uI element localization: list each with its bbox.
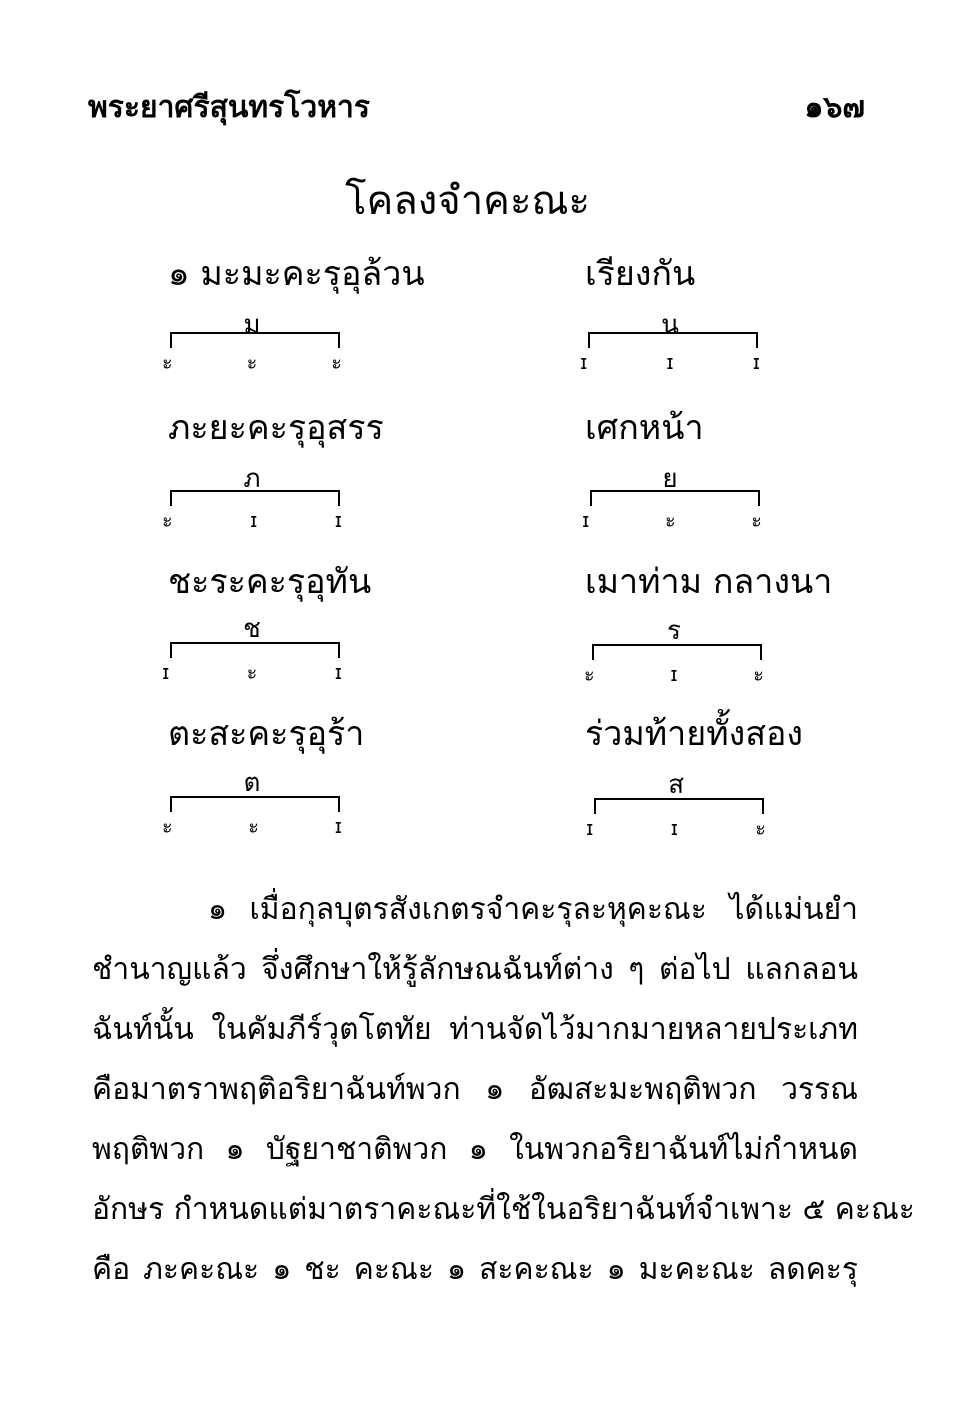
page-number: ๑๖๗ — [804, 90, 865, 125]
verse-line-3-left: ชะระคะรุอุทัน — [168, 562, 372, 602]
prosody-mark: ะ — [331, 350, 342, 374]
paragraph-line: พฤติพวก ๑ บัฐยาชาติพวก ๑ ในพวกอริยาฉันท์ไม่กำหนด — [92, 1132, 858, 1167]
paragraph-line: คือ ภะคะณะ ๑ ชะ คะณะ ๑ สะคะณะ ๑ มะคะณะ ลดคะรุ — [92, 1252, 858, 1287]
prosody-mark: ɪ — [586, 816, 594, 840]
gana-bracket — [592, 644, 762, 660]
prosody-mark: ะ — [755, 816, 766, 840]
paragraph-line: คือมาตราพฤติอริยาฉันท์พวก ๑ อัฒสะมะพฤติพวก วรรณ — [92, 1072, 858, 1107]
verse-line-2-left: ภะยะคะรุอุสรร — [168, 408, 384, 448]
paragraph-line: อักษร กำหนดแต่มาตราคะณะที่ใช้ในอริยาฉันท์จำเพาะ ๕ คะณะ — [92, 1192, 915, 1227]
gana-bracket — [594, 798, 764, 814]
prosody-mark: ะ — [753, 662, 764, 686]
prosody-marks — [584, 664, 764, 684]
gana-letter: ส — [668, 770, 684, 800]
prosody-marks — [162, 662, 342, 682]
prosody-mark: ɪ — [752, 350, 760, 374]
gana-bracket — [590, 490, 760, 506]
prosody-mark: ɪ — [162, 660, 170, 684]
running-header-title: พระยาศรีสุนทรโวหาร — [88, 90, 370, 125]
verse-line-4-left: ตะสะคะรุอุร้า — [168, 714, 365, 754]
gana-letter: ม — [243, 310, 261, 340]
gana-bracket — [170, 642, 340, 658]
prosody-mark: ะ — [751, 508, 762, 532]
prosody-mark: ะ — [162, 350, 173, 374]
verse-line-1-right: เรียงกัน — [585, 254, 696, 294]
prosody-marks — [582, 510, 762, 530]
verse-line-3-right: เมาท่าม กลางนา — [585, 562, 833, 602]
gana-bracket — [588, 332, 758, 348]
prosody-mark: ะ — [246, 350, 258, 374]
body-paragraph — [92, 880, 915, 1300]
gana-letter: ช — [243, 614, 261, 644]
gana-letter: น — [661, 310, 679, 340]
prosody-mark: ɪ — [666, 350, 674, 374]
prosody-marks — [162, 352, 342, 372]
gana-bracket — [170, 796, 340, 812]
prosody-mark: ɪ — [334, 814, 342, 838]
verse-line-4-right: ร่วมท้ายทั้งสอง — [585, 714, 803, 754]
prosody-marks — [162, 816, 342, 836]
prosody-mark: ะ — [162, 508, 173, 532]
prosody-mark: ะ — [246, 660, 258, 684]
gana-bracket — [170, 490, 340, 506]
paragraph-line: ฉันท์นั้น ในคัมภีร์วุตโตทัย ท่านจัดไว้มากมายหลายประเภท — [92, 1012, 858, 1047]
gana-bracket — [170, 332, 340, 348]
prosody-mark: ɪ — [670, 662, 678, 686]
prosody-mark: ɪ — [582, 508, 590, 532]
prosody-marks — [580, 352, 760, 372]
verse-title: โคลงจำคะณะ — [345, 178, 591, 224]
prosody-mark: ɪ — [670, 816, 679, 840]
prosody-mark: ะ — [584, 662, 595, 686]
gana-letter: ต — [243, 768, 261, 798]
prosody-mark: ะ — [162, 814, 173, 838]
prosody-mark: ะ — [248, 814, 260, 838]
prosody-mark: ɪ — [580, 350, 588, 374]
paragraph-line: ๑ เมื่อกุลบุตรสังเกตรจำคะรุละหุคะณะ ได้แม่นยำ — [208, 892, 858, 927]
gana-letter: ภ — [243, 464, 261, 494]
gana-letter: ย — [662, 464, 678, 494]
prosody-mark: ɪ — [334, 660, 342, 684]
prosody-mark: ะ — [664, 508, 676, 532]
paragraph-line: ชำนาญแล้ว จึ่งศึกษาให้รู้ลักษณฉันท์ต่าง ๆ ต่อไป แลกลอน — [92, 952, 858, 987]
prosody-marks — [586, 818, 766, 838]
prosody-marks — [162, 510, 342, 530]
prosody-mark: ɪ — [334, 508, 342, 532]
prosody-mark: ɪ — [249, 508, 258, 532]
verse-line-1-left: ๑ มะมะคะรุอุล้วน — [168, 254, 425, 294]
gana-letter: ร — [667, 616, 681, 646]
verse-line-2-right: เศกหน้า — [585, 408, 704, 448]
